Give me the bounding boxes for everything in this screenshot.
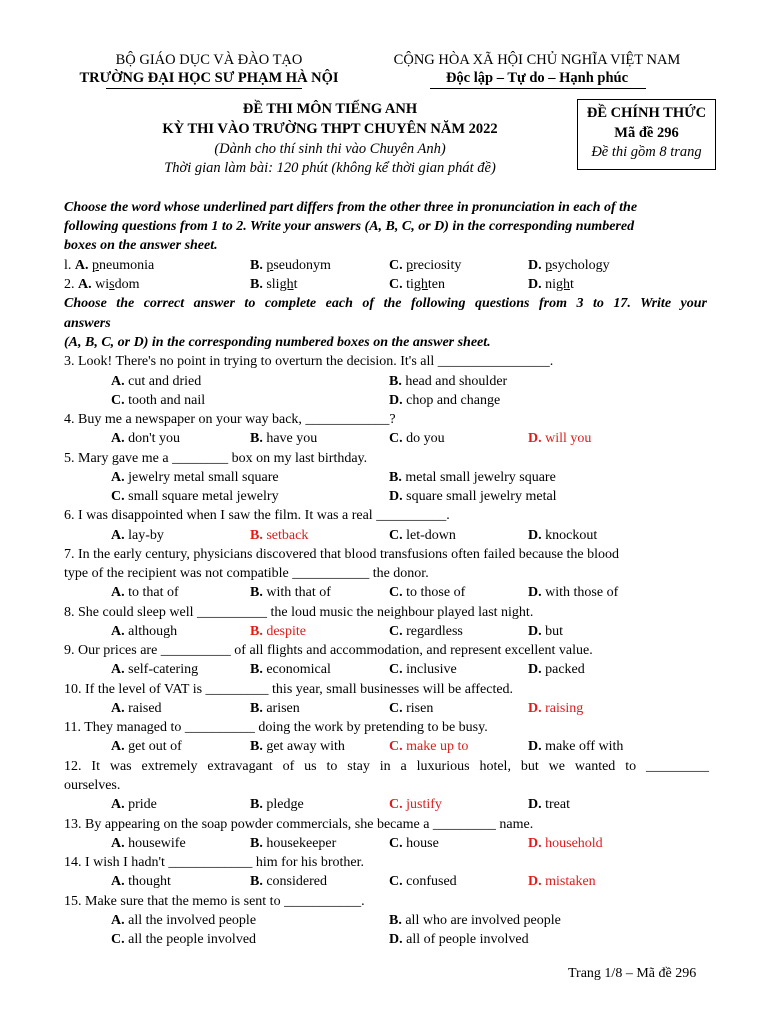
part1-instruction-line3: boxes on the answer sheet.	[64, 238, 218, 253]
q13-option-b: B. housekeeper	[250, 836, 337, 851]
q7-stem-line2: type of the recipient was not compatible ___________ the donor.	[64, 566, 429, 581]
q10-stem: 10. If the level of VAT is _________ this year, small businesses will be affected.	[64, 682, 514, 697]
q15-option-c: C. all the people involved	[111, 932, 257, 947]
official-box	[577, 99, 716, 170]
q7-option-d: D. with those of	[528, 585, 619, 600]
q11-option-a: A. get out of	[111, 739, 182, 754]
q4-option-b: B. have you	[250, 431, 318, 446]
exam-time: Thời gian làm bài: 120 phút (không kể thời gian phát đề)	[164, 160, 496, 176]
q6-option-c: C. let-down	[389, 528, 456, 543]
q14-option-a: A. thought	[111, 874, 171, 889]
q5-option-b: B. metal small jewelry square	[389, 470, 556, 485]
q12-option-c-answer: C. justify	[389, 797, 442, 812]
q5-option-d: D. square small jewelry metal	[389, 489, 557, 504]
part2-instruction-line1: Choose the correct answer to complete each of the following questions from 3 to 17. Write your	[64, 296, 707, 311]
q10-option-d-answer: D. raising	[528, 701, 584, 716]
ministry-name: BỘ GIÁO DỤC VÀ ĐÀO TẠO	[115, 52, 303, 68]
exam-code: Mã đề 296	[614, 125, 679, 141]
q13-option-d-answer: D. household	[528, 836, 603, 851]
q11-stem: 11. They managed to __________ doing the work by pretending to be busy.	[64, 720, 488, 735]
q7-stem-line1: 7. In the early century, physicians discovered that blood transfusions often failed because the blood	[64, 547, 620, 562]
q9-option-c: C. inclusive	[389, 662, 457, 677]
q7-option-b: B. with that of	[250, 585, 331, 600]
q13-option-a: A. housewife	[111, 836, 186, 851]
part2-instruction-line2: answers	[64, 316, 111, 331]
university-underline	[106, 88, 302, 89]
q14-option-c: C. confused	[389, 874, 457, 889]
q7-option-a: A. to that of	[111, 585, 179, 600]
q11-option-b: B. get away with	[250, 739, 345, 754]
page-footer: Trang 1/8 – Mã đề 296	[568, 966, 697, 981]
q6-option-b-answer: B. setback	[250, 528, 309, 543]
part2-instruction-line3: (A, B, C, or D) in the corresponding numbered boxes on the answer sheet.	[64, 335, 491, 350]
q3-option-a: A. cut and dried	[111, 374, 202, 389]
part1-instruction-line2: following questions from 1 to 2. Write your answers (A, B, C, or D) in the corresponding numbered	[64, 219, 635, 234]
q1-option-a: l. A. pneumonia	[64, 258, 155, 273]
q12-stem-line2: ourselves.	[64, 778, 121, 793]
q12-option-b: B. pledge	[250, 797, 304, 812]
q8-option-b-answer: B. despite	[250, 624, 306, 639]
exam-subtitle: KỲ THI VÀO TRƯỜNG THPT CHUYÊN NĂM 2022	[162, 121, 498, 137]
q8-option-d: D. but	[528, 624, 564, 639]
q12-stem-line1: 12. It was extremely extravagant of us to stay in a luxurious hotel, but we wanted to _________	[64, 759, 709, 774]
q14-option-b: B. considered	[250, 874, 327, 889]
page-count: Đề thi gồm 8 trang	[591, 144, 702, 160]
official-label: ĐỀ CHÍNH THỨC	[586, 105, 707, 121]
q15-option-d: D. all of people involved	[389, 932, 529, 947]
q15-option-a: A. all the involved people	[111, 913, 257, 928]
q2-option-a: 2. A. wisdom	[64, 277, 140, 292]
q3-stem: 3. Look! There's no point in trying to overturn the decision. It's all ________________.	[64, 354, 554, 369]
q1-option-b: B. pseudonym	[250, 258, 331, 273]
q5-option-c: C. small square metal jewelry	[111, 489, 279, 504]
q10-option-b: B. arisen	[250, 701, 300, 716]
q6-stem: 6. I was disappointed when I saw the film. It was a real __________.	[64, 508, 450, 523]
university-name: TRƯỜNG ĐẠI HỌC SƯ PHẠM HÀ NỘI	[79, 70, 339, 86]
q9-stem: 9. Our prices are __________ of all flights and accommodation, and represent excellent value.	[64, 643, 593, 658]
q4-option-d-answer: D. will you	[528, 431, 592, 446]
q13-stem: 13. By appearing on the soap powder commercials, she became a _________ name.	[64, 817, 534, 832]
q5-stem: 5. Mary gave me a ________ box on my last birthday.	[64, 451, 368, 466]
q7-option-c: C. to those of	[389, 585, 466, 600]
exam-audience: (Dành cho thí sinh thi vào Chuyên Anh)	[214, 141, 446, 157]
motto: Độc lập – Tự do – Hạnh phúc	[445, 70, 629, 86]
q4-option-a: A. don't you	[111, 431, 181, 446]
q11-option-d: D. make off with	[528, 739, 624, 754]
q3-option-b: B. head and shoulder	[389, 374, 508, 389]
exam-title: ĐỀ THI MÔN TIẾNG ANH	[242, 101, 418, 117]
q2-option-d: D. night	[528, 277, 574, 292]
q12-option-d: D. treat	[528, 797, 570, 812]
q2-option-c: C. tighten	[389, 277, 446, 292]
q15-stem: 15. Make sure that the memo is sent to ___________.	[64, 894, 365, 909]
q8-option-a: A. although	[111, 624, 178, 639]
q14-option-d-answer: D. mistaken	[528, 874, 596, 889]
q1-option-d: D. psychology	[528, 258, 610, 273]
part1-instruction-line1: Choose the word whose underlined part differs from the other three in pronunciation in each of the	[64, 200, 638, 215]
q10-option-c: C. risen	[389, 701, 434, 716]
q11-option-c-answer: C. make up to	[389, 739, 469, 754]
q3-option-d: D. chop and change	[389, 393, 501, 408]
q3-option-c: C. tooth and nail	[111, 393, 206, 408]
q6-option-d: D. knockout	[528, 528, 598, 543]
q13-option-c: C. house	[389, 836, 439, 851]
republic-name: CỘNG HÒA XÃ HỘI CHỦ NGHĨA VIỆT NAM	[393, 52, 681, 68]
q8-stem: 8. She could sleep well __________ the loud music the neighbour played last night.	[64, 605, 534, 620]
q6-option-a: A. lay-by	[111, 528, 164, 543]
q2-option-b: B. slight	[250, 277, 298, 292]
q4-stem: 4. Buy me a newspaper on your way back, ____________?	[64, 412, 396, 427]
q4-option-c: C. do you	[389, 431, 445, 446]
q5-option-a: A. jewelry metal small square	[111, 470, 279, 485]
q9-option-b: B. economical	[250, 662, 331, 677]
q14-stem: 14. I wish I hadn't ____________ him for his brother.	[64, 855, 364, 870]
q9-option-a: A. self-catering	[111, 662, 199, 677]
q12-option-a: A. pride	[111, 797, 157, 812]
q15-option-b: B. all who are involved people	[389, 913, 561, 928]
q9-option-d: D. packed	[528, 662, 585, 677]
q10-option-a: A. raised	[111, 701, 162, 716]
q8-option-c: C. regardless	[389, 624, 463, 639]
q1-option-c: C. preciosity	[389, 258, 462, 273]
motto-underline	[430, 88, 646, 89]
